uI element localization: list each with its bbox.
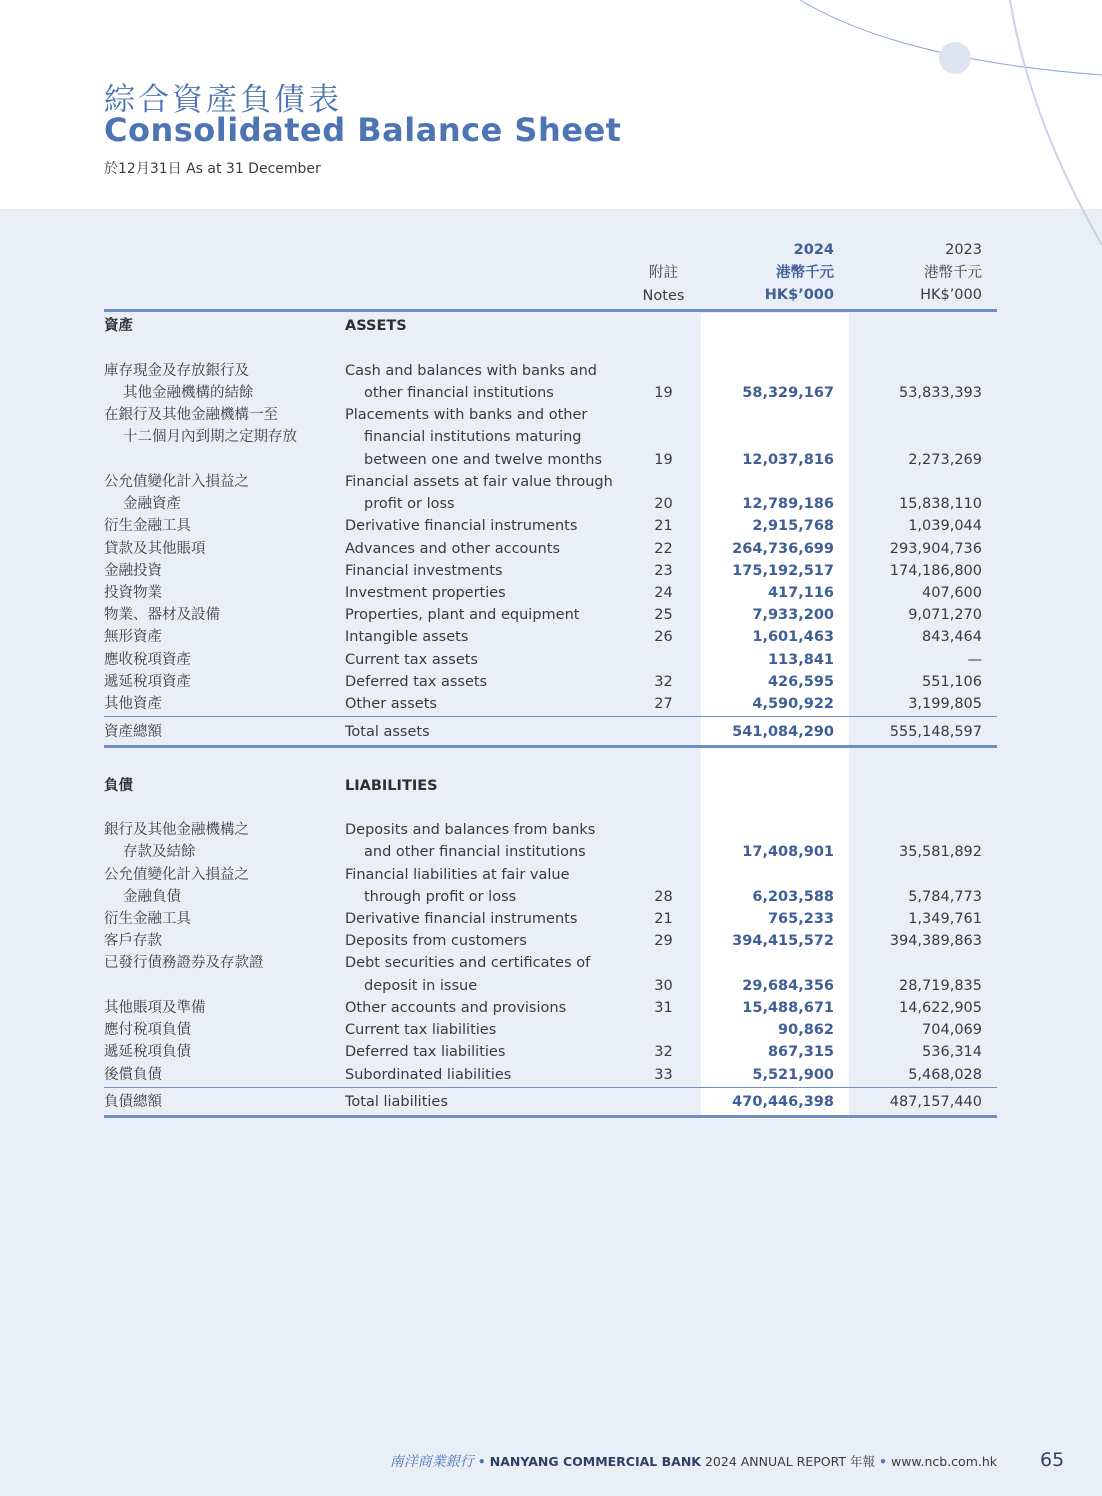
- table-row: 無形資產 Intangible assets 26 1,601,463 843,464: [104, 629, 982, 645]
- table-row: 銀行及其他金融機構之 Deposits and balances from banks: [104, 822, 596, 838]
- year-2024-column-header: [701, 239, 834, 307]
- table-row: deposit in issue 30 29,684,356 28,719,835: [364, 978, 982, 994]
- page-number: 65: [1040, 1449, 1065, 1471]
- currency-2024-en: HK$’000: [764, 287, 834, 303]
- table-row: 存款及結餘 and other financial institutions 17,408,901 35,581,892: [123, 844, 982, 860]
- total-liabilities-row: 負債總額 Total liabilities 470,446,398 487,157,440: [104, 1094, 982, 1110]
- table-row: 後償負債 Subordinated liabilities 33 5,521,900 5,468,028: [104, 1067, 982, 1083]
- report-name: 2024 ANNUAL REPORT 年報: [704, 1454, 875, 1469]
- total-liabilities-bottom-rule: [104, 1115, 997, 1118]
- table-row: 物業、器材及設備 Properties, plant and equipment 25 7,933,200 9,071,270: [104, 607, 982, 623]
- page-subtitle: 於12月31日 As at 31 December: [104, 161, 321, 177]
- assets-heading-zh: 資產: [104, 318, 133, 334]
- currency-2023-en: HK$’000: [920, 287, 982, 303]
- assets-heading-en: ASSETS: [345, 318, 407, 334]
- year-2023-column-header: [850, 239, 982, 307]
- table-row: 投資物業 Investment properties 24 417,116 407,600: [104, 585, 982, 601]
- table-row: 應付稅項負債 Current tax liabilities 90,862 704,069: [104, 1022, 982, 1038]
- page-title: Consolidated Balance Sheet: [104, 111, 622, 149]
- page-footer: [0, 1450, 997, 1474]
- liabilities-heading-zh: 負債: [104, 778, 133, 794]
- year-2023-label: 2023: [945, 242, 982, 258]
- separator-dot-icon: •: [878, 1454, 887, 1469]
- currency-2024-zh: 港幣千元: [776, 264, 834, 281]
- table-row: 庫存現金及存放銀行及 Cash and balances with banks and: [104, 363, 597, 379]
- table-row: 其他金融機構的結餘 other financial institutions 19 58,329,167 53,833,393: [123, 385, 982, 401]
- notes-header-zh: 附註: [649, 265, 678, 281]
- total-assets-row: 資產總額 Total assets 541,084,290 555,148,597: [104, 724, 982, 740]
- table-row: between one and twelve months 19 12,037,816 2,273,269: [364, 452, 982, 468]
- table-row: 金融資產 profit or loss 20 12,789,186 15,838,110: [123, 496, 982, 512]
- table-row: 貸款及其他賬項 Advances and other accounts 22 264,736,699 293,904,736: [104, 541, 982, 557]
- header-rule: [104, 309, 997, 312]
- liabilities-heading-en: LIABILITIES: [345, 778, 438, 794]
- table-row: 其他資產 Other assets 27 4,590,922 3,199,805: [104, 696, 982, 712]
- notes-header-en: Notes: [642, 287, 685, 304]
- separator-dot-icon: •: [477, 1454, 486, 1469]
- currency-2023-zh: 港幣千元: [924, 264, 982, 281]
- table-row: 公允值變化計入損益之 Financial liabilities at fair value: [104, 867, 570, 883]
- table-row: 已發行債務證券及存款證 Debt securities and certificates of: [104, 955, 591, 971]
- table-row: 其他賬項及準備 Other accounts and provisions 31 15,488,671 14,622,905: [104, 1000, 982, 1016]
- table-row: 遞延稅項資產 Deferred tax assets 32 426,595 551,106: [104, 674, 982, 690]
- table-row: 衍生金融工具 Derivative financial instruments 21 765,233 1,349,761: [104, 911, 982, 927]
- table-row: 在銀行及其他金融機構一至 Placements with banks and other: [104, 407, 588, 423]
- page-title-chinese: 綜合資產負債表: [104, 82, 342, 118]
- year-2024-label: 2024: [793, 242, 834, 258]
- bank-logo-chinese: 南洋商業銀行: [389, 1454, 474, 1470]
- table-row: 遞延稅項負債 Deferred tax liabilities 32 867,315 536,314: [104, 1044, 982, 1060]
- table-row: 金融投資 Financial investments 23 175,192,517 174,186,800: [104, 563, 982, 579]
- bank-name: NANYANG COMMERCIAL BANK: [489, 1454, 701, 1469]
- liabilities-heading: [0, 775, 1102, 797]
- table-row: 公允值變化計入損益之 Financial assets at fair value through: [104, 474, 613, 490]
- assets-heading: [0, 315, 1102, 337]
- total-assets-top-rule: [104, 716, 997, 717]
- table-row: 衍生金融工具 Derivative financial instruments 21 2,915,768 1,039,044: [104, 518, 982, 534]
- table-row: 十二個月內到期之定期存放 financial institutions maturing: [123, 429, 582, 445]
- table-row: 應收稅項資產 Current tax assets 113,841 —: [104, 652, 982, 668]
- notes-column-header: [627, 262, 700, 307]
- total-assets-bottom-rule: [104, 745, 997, 748]
- table-row: 金融負債 through profit or loss 28 6,203,588 5,784,773: [123, 889, 982, 905]
- website-link[interactable]: www.ncb.com.hk: [890, 1454, 997, 1469]
- table-row: 客戶存款 Deposits from customers 29 394,415,572 394,389,863: [104, 933, 982, 949]
- total-liabilities-top-rule: [104, 1087, 997, 1088]
